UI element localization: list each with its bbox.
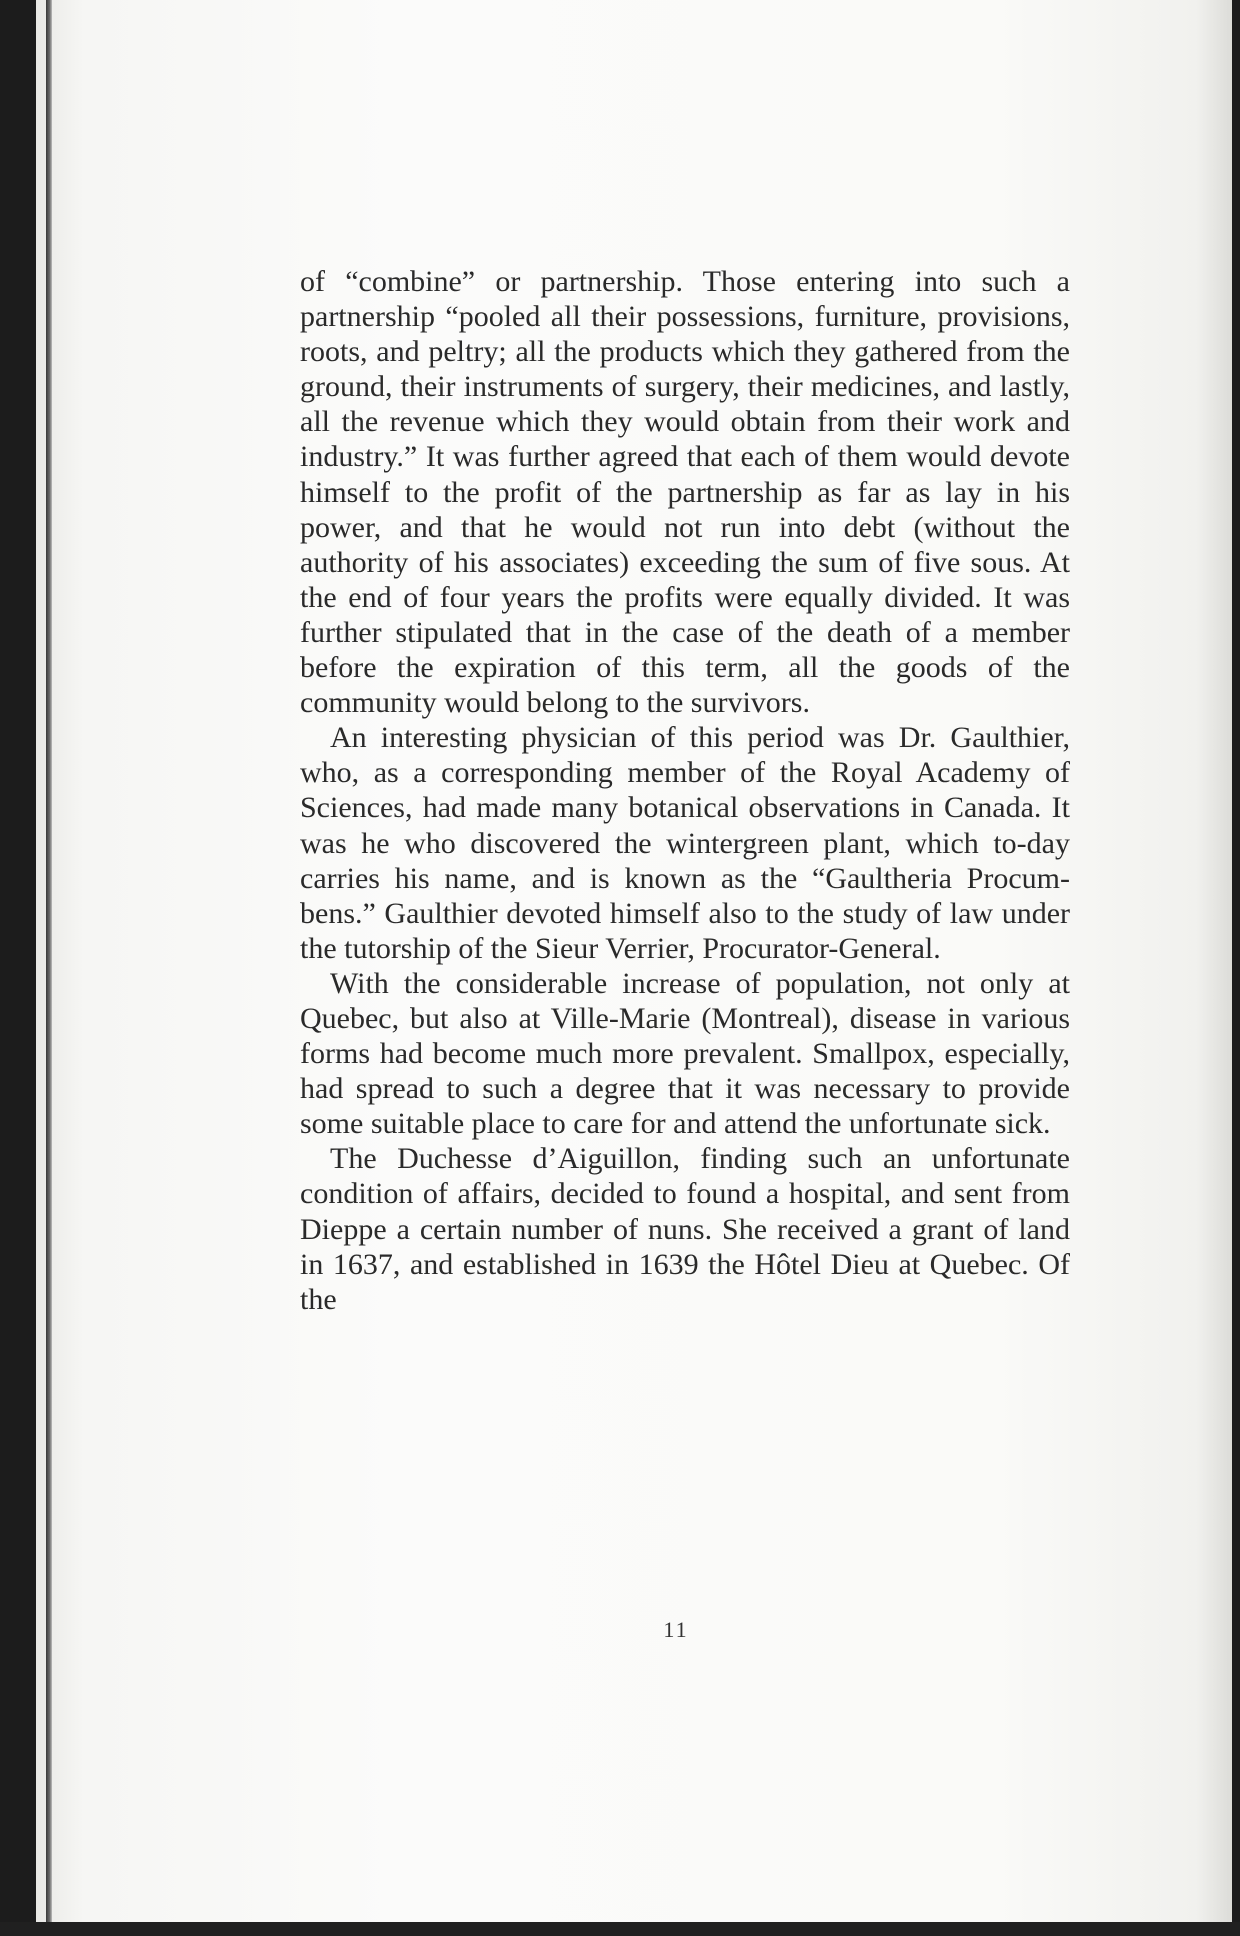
book-page bbox=[36, 0, 1232, 1922]
scan-bottom-edge bbox=[0, 1922, 1240, 1936]
body-text bbox=[300, 264, 1070, 1317]
paragraph-gaulthier: An interesting physician of this period was Dr. Gaulthier, who, as a corresponding member of the Royal Academy of Sciences, had made many botanical observations in Canada. It was he who discovered the wintergreen plant, which to-day carries his name, and is known as the “Gaultheria Procumbens.” Gaulthier devoted himself also to the study of law under the tutorship of the Sieur Verrier, Procurator-General. bbox=[300, 721, 1070, 965]
page-number: 11 bbox=[663, 1617, 689, 1642]
binding-edge bbox=[46, 0, 52, 1922]
paragraph-continued: of “combine” or partnership. Those entering into such a partnership “pooled all their possessions, furniture, provisions, roots, and peltry; all the products which they gathered from the ground, their instruments of surgery, their medicines, and lastly, all the revenue which they would obtain from their work and industry.” It was further agreed that each of them would devote himself to the profit of the partnership as far as lay in his power, and that he would not run into debt (without the authority of his associates) exceeding the sum of five sous. At the end of four years the profits were equally divided. It was further stipulated that in the case of the death of a member before the expiration of this term, all the goods of the community would belong to the survivors. bbox=[300, 265, 1070, 720]
paragraph-duchesse: The Duchesse d’Aiguillon, finding such an unfortunate condition of affairs, decided to found a hospital, and sent from Dieppe a certain number of nuns. She received a grant of land in 1637, and established in 1639 the Hôtel Dieu at Quebec. Of the bbox=[300, 1142, 1070, 1316]
paragraph-population: With the considerable increase of population, not only at Quebec, but also at Ville-Marie (Montreal), disease in various forms had become much more prevalent. Smallpox, especially, had spread to such a degree that it was necessary to provide some suitable place to care for and attend the unfortunate sick. bbox=[300, 966, 1070, 1141]
